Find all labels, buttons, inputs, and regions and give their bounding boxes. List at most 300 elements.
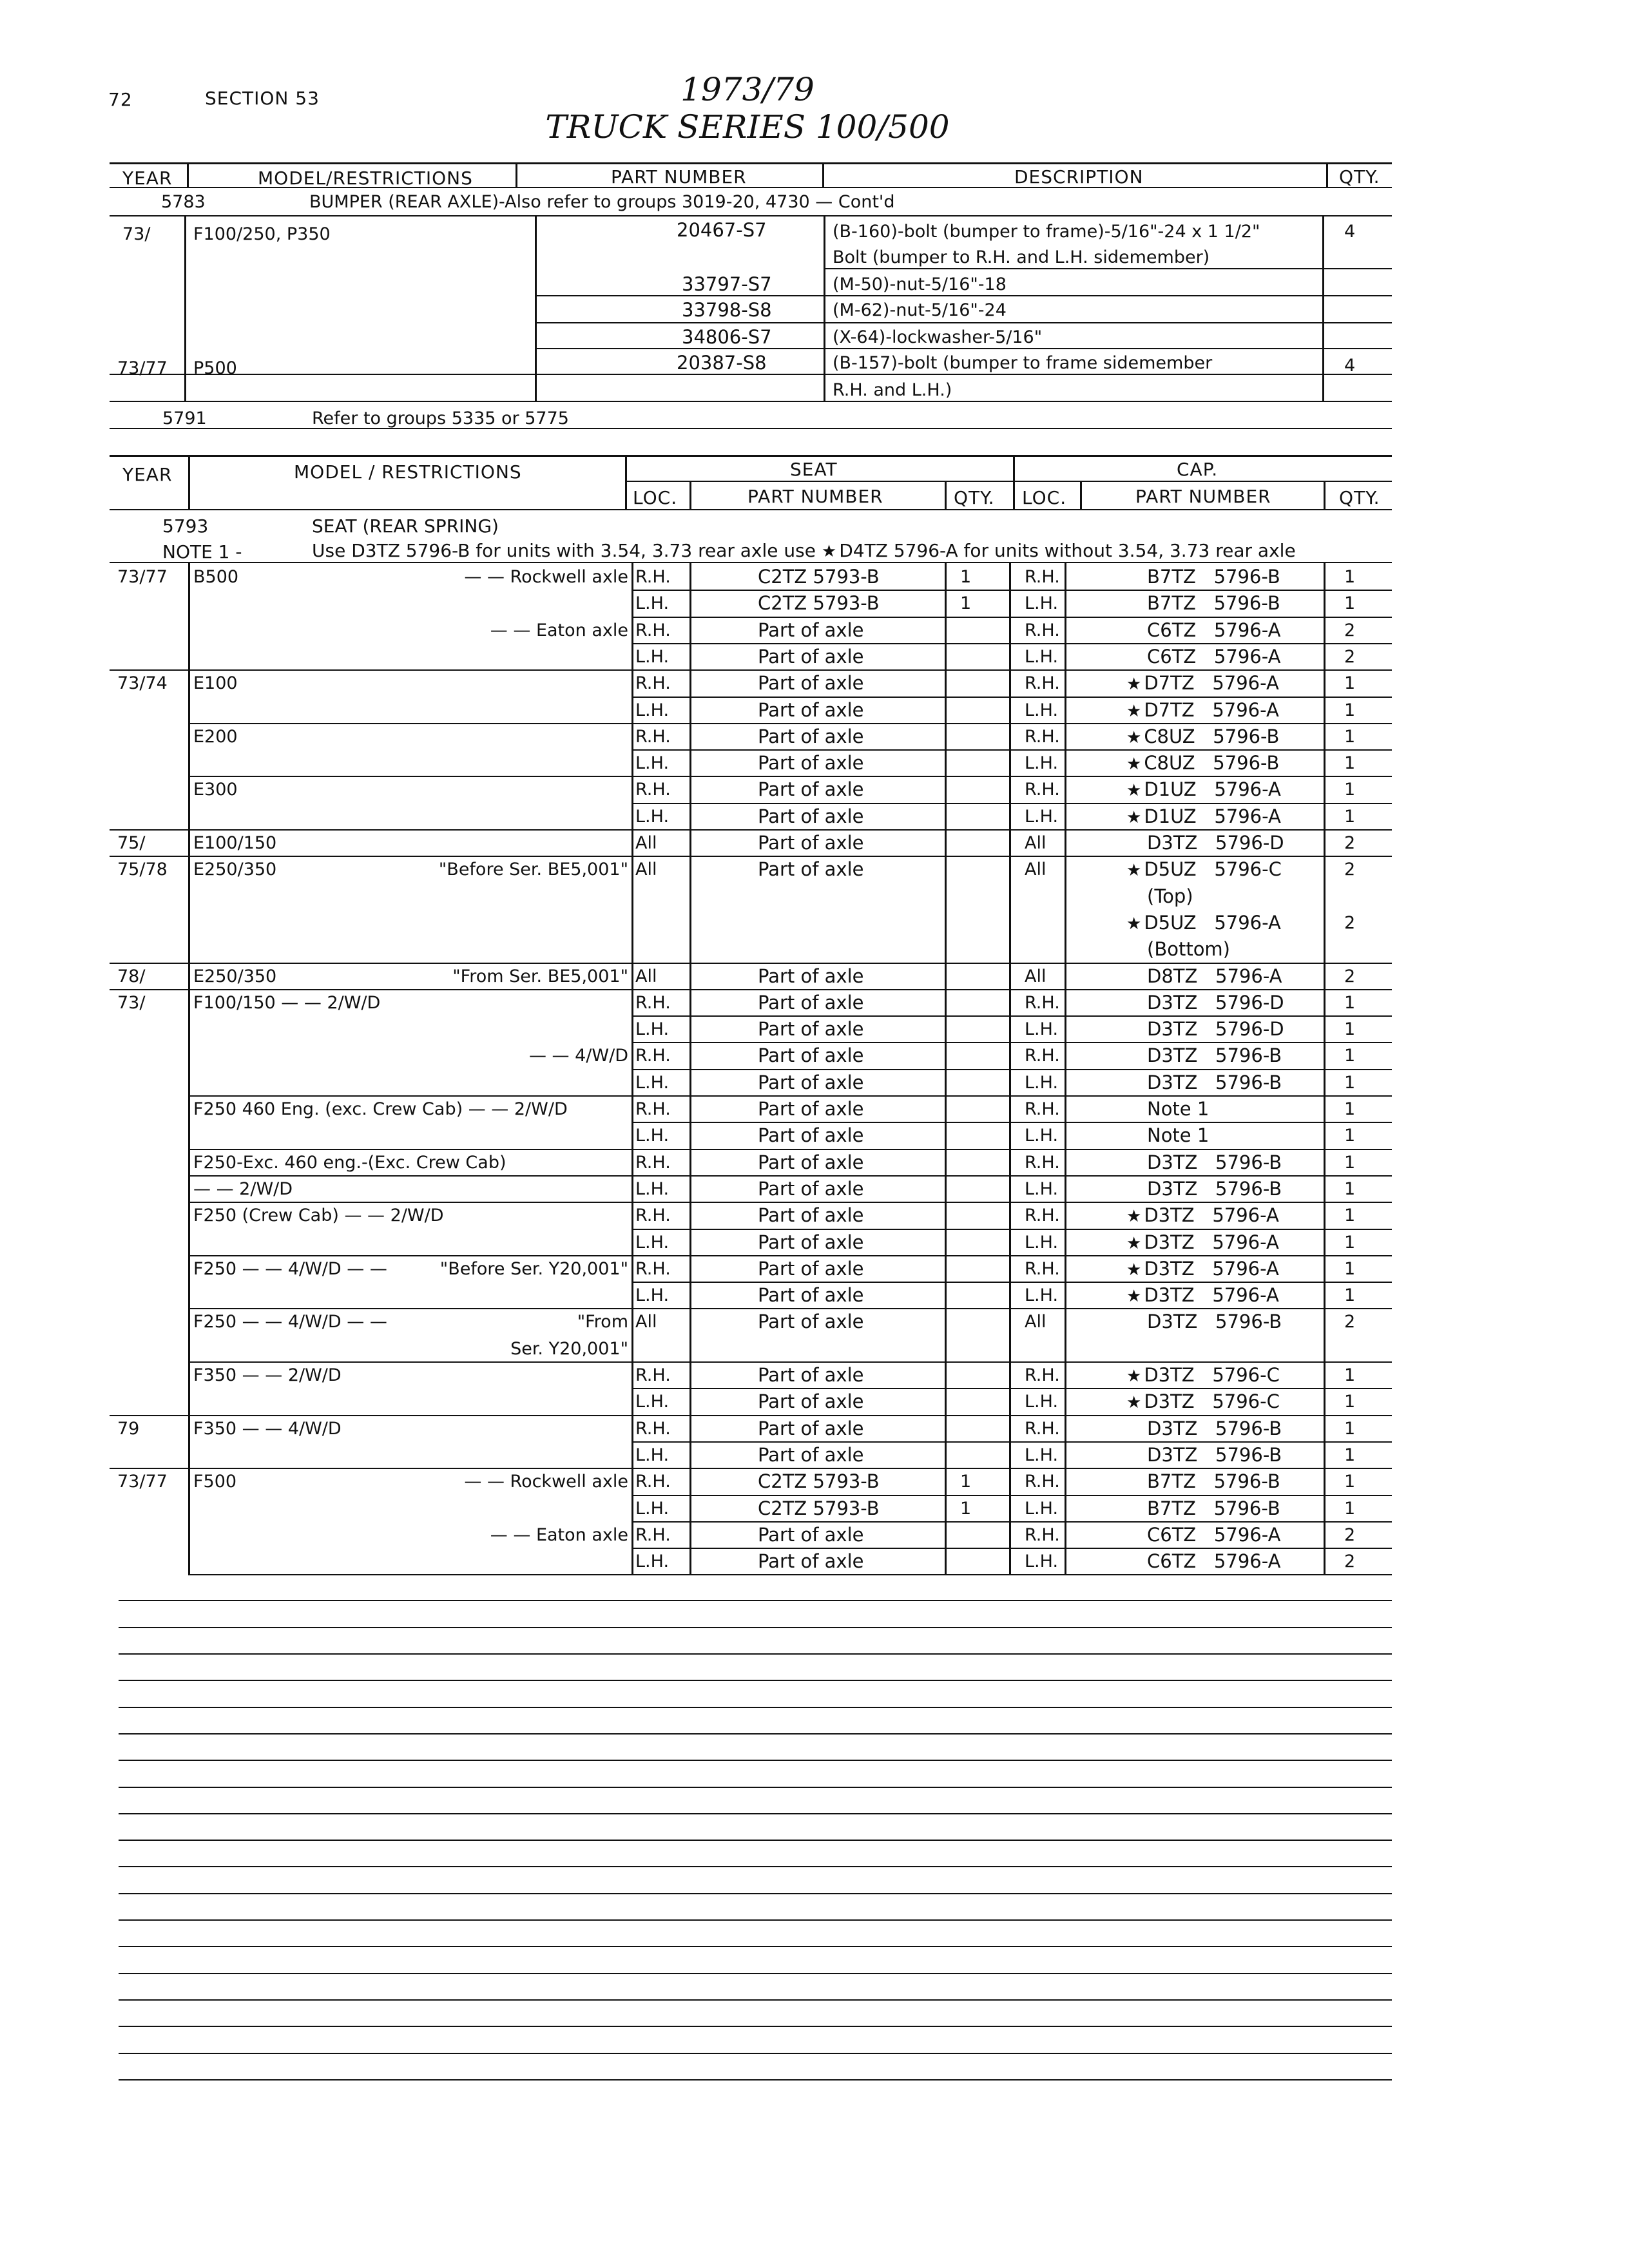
seat-part-number-cell: Part of axle [758, 1257, 864, 1280]
model-cell: E300 [193, 780, 238, 800]
seat-loc-cell: R.H. [635, 1046, 671, 1066]
cap-qty-cell: 2 [1344, 1524, 1356, 1545]
model-cell: F250 — — 4/W/D — — [193, 1312, 387, 1332]
cap-part-number-cell [1126, 805, 1281, 827]
cap-part-number-cell [1147, 965, 1282, 987]
star-icon: ★ [1126, 1367, 1142, 1386]
seat-part-number-cell: Part of axle [758, 1071, 864, 1093]
cap-loc-cell: R.H. [1025, 1099, 1060, 1119]
description-cell: (X-64)-lockwasher-5/16" [833, 327, 1043, 347]
col-qty: QTY. [1339, 166, 1380, 187]
cap-loc-cell: L.H. [1025, 1498, 1059, 1519]
note-text-a: Use D3TZ 5796-B for units with 3.54, 3.73 rear axle use [312, 540, 816, 561]
seat-part-number-cell: Part of axle [758, 1124, 864, 1147]
part-number-cell: 34806-S7 [682, 326, 772, 348]
description-cell: (M-62)-nut-5/16"-24 [833, 300, 1007, 320]
seat-part-number-cell: Part of axle [758, 619, 864, 641]
cap-part-number-cell [1147, 1178, 1282, 1200]
cap-part-number-cell [1126, 1284, 1279, 1306]
seat-part-number-cell: Part of axle [758, 991, 864, 1014]
seat-part-number-cell: Part of axle [758, 965, 864, 987]
cap-part-text: D3TZ 5796-B [1147, 1151, 1282, 1173]
model-cell: — — 2/W/D [193, 1178, 293, 1199]
cap-part-number-cell [1147, 1044, 1282, 1066]
cap-loc-cell: L.H. [1025, 1126, 1059, 1146]
model-cell: B500 [193, 567, 239, 587]
cap-part-number-cell [1147, 1311, 1282, 1332]
seat-loc-cell: R.H. [635, 780, 671, 800]
col-seat-part: PART NUMBER [747, 486, 883, 507]
seat-qty-cell: 1 [960, 1498, 972, 1519]
year-cell: 73/77 [117, 567, 168, 587]
cap-loc-cell: R.H. [1025, 1365, 1060, 1385]
cap-qty-cell: 2 [1344, 833, 1356, 853]
model-cell: F250-Exc. 460 eng.-(Exc. Crew Cab) [193, 1152, 506, 1173]
cap-part-text: D8TZ 5796-A [1147, 965, 1282, 987]
model-cell: F350 — — 4/W/D [193, 1418, 342, 1439]
cap-qty-cell: 1 [1344, 673, 1356, 694]
cap-part-number-cell [1126, 1204, 1279, 1226]
cap-qty-cell: 1 [1344, 753, 1356, 774]
cap-qty-cell: 1 [1344, 1206, 1356, 1226]
col-cap-loc: LOC. [1022, 487, 1067, 508]
cap-part-number-cell [1147, 1497, 1280, 1519]
seat-loc-cell: R.H. [635, 1524, 671, 1545]
star-icon: ★ [1126, 1260, 1142, 1280]
seat-loc-cell: L.H. [635, 1498, 670, 1519]
seat-part-number-cell: C2TZ 5793-B [758, 1470, 880, 1493]
group-title: SEAT (REAR SPRING) [312, 515, 499, 537]
page-title-line2: TRUCK SERIES 100/500 [545, 108, 950, 146]
model-cell: F350 — — 2/W/D [193, 1365, 342, 1385]
cap-loc-cell: L.H. [1025, 700, 1059, 720]
cap-qty-cell: 1 [1344, 700, 1356, 720]
description-cell: R.H. and L.H.) [833, 380, 952, 400]
seat-part-number-cell: Part of axle [758, 1284, 864, 1307]
seat-loc-cell: R.H. [635, 992, 671, 1013]
cap-part-number-cell [1147, 1444, 1282, 1466]
seat-loc-cell: R.H. [635, 1418, 671, 1439]
cap-qty-cell: 1 [1344, 1285, 1356, 1306]
col-cap-qty: QTY. [1339, 487, 1380, 508]
cap-qty-cell: 1 [1344, 1365, 1356, 1385]
part-number-cell: 33797-S7 [682, 273, 772, 295]
star-icon: ★ [1126, 754, 1142, 774]
col-seat-loc: LOC. [633, 487, 678, 508]
seat-part-number-cell: Part of axle [758, 645, 864, 668]
cap-qty-cell: 1 [1344, 1126, 1356, 1146]
cap-part-number-cell [1147, 1018, 1284, 1040]
seat-part-number-cell: Part of axle [758, 1364, 864, 1386]
cap-loc-cell: R.H. [1025, 1206, 1060, 1226]
seat-part-number-cell: Part of axle [758, 1523, 864, 1546]
cap-part-text: (Top) [1147, 885, 1193, 907]
cap-part-number-cell [1147, 885, 1193, 907]
year-cell: 78/ [117, 966, 146, 986]
seat-part-number-cell: Part of axle [758, 1204, 864, 1227]
cap-part-text: D3TZ 5796-D [1147, 1018, 1284, 1041]
description-cell: (B-160)-bolt (bumper to frame)-5/16"-24 x 1 1/2" [833, 222, 1260, 242]
model-cell: E100 [193, 673, 238, 694]
cap-part-number-cell [1126, 1231, 1279, 1253]
seat-loc-cell: L.H. [635, 1126, 670, 1146]
group-code: 5793 [162, 515, 209, 537]
seat-loc-cell: L.H. [635, 1445, 670, 1465]
cap-loc-cell: R.H. [1025, 1418, 1060, 1439]
seat-loc-cell: L.H. [635, 646, 670, 667]
cap-part-number-cell [1147, 1470, 1280, 1492]
model-cell: E250/350 [193, 966, 277, 986]
star-icon: ★ [1126, 861, 1142, 881]
year-cell: 75/78 [117, 860, 168, 880]
cap-qty-cell: 2 [1344, 1552, 1356, 1572]
cap-part-text: D3TZ 5796-A [1144, 1204, 1279, 1227]
cap-part-text: D3TZ 5796-C [1144, 1364, 1280, 1386]
seat-loc-cell: All [635, 1312, 657, 1332]
seat-loc-cell: L.H. [635, 1285, 670, 1306]
cap-part-text: D3TZ 5796-D [1147, 832, 1284, 854]
cap-loc-cell: L.H. [1025, 1552, 1059, 1572]
cap-loc-cell: R.H. [1025, 673, 1060, 694]
cap-part-number-cell [1147, 1550, 1280, 1572]
cap-qty-cell: 1 [1344, 1046, 1356, 1066]
cap-part-text: D7TZ 5796-A [1144, 698, 1279, 721]
cap-loc-cell: L.H. [1025, 1392, 1059, 1412]
restriction-cell: — — Eaton axle [490, 1524, 628, 1545]
cap-part-text: D3TZ 5796-B [1147, 1071, 1282, 1093]
col-cap: CAP. [1177, 459, 1219, 480]
cap-part-text: D3TZ 5796-B [1147, 1177, 1282, 1200]
cap-part-number-cell [1126, 1258, 1279, 1280]
cap-loc-cell: L.H. [1025, 1445, 1059, 1465]
seat-part-number-cell: C2TZ 5793-B [758, 566, 880, 588]
seat-part-number-cell: Part of axle [758, 752, 864, 774]
cap-loc-cell: R.H. [1025, 1472, 1060, 1492]
cap-part-number-cell [1147, 992, 1284, 1014]
seat-loc-cell: R.H. [635, 1206, 671, 1226]
cap-loc-cell: R.H. [1025, 1152, 1060, 1173]
seat-loc-cell: L.H. [635, 1552, 670, 1572]
star-icon: ★ [1126, 1393, 1142, 1413]
cap-qty-cell: 2 [1344, 620, 1356, 640]
col-model: MODEL/RESTRICTIONS [258, 168, 473, 189]
cap-part-number-cell [1126, 752, 1279, 774]
cap-part-number-cell [1147, 592, 1280, 614]
note-text-b: D4TZ 5796-A for units without 3.54, 3.73 rear axle [839, 540, 1296, 561]
cap-qty-cell: 1 [1344, 1498, 1356, 1519]
cap-qty-cell: 1 [1344, 1152, 1356, 1173]
cap-qty-cell: 2 [1344, 646, 1356, 667]
group-code: 5791 [162, 408, 207, 428]
col-seat-qty: QTY. [954, 487, 995, 508]
cap-part-text: C6TZ 5796-A [1147, 645, 1281, 668]
year-cell: 73/ [122, 224, 151, 244]
cap-loc-cell: R.H. [1025, 780, 1060, 800]
cap-part-text: D5UZ 5796-C [1144, 858, 1282, 881]
cap-loc-cell: L.H. [1025, 806, 1059, 827]
cap-part-text: D3TZ 5796-A [1144, 1257, 1279, 1280]
cap-loc-cell: R.H. [1025, 1046, 1060, 1066]
note-text [312, 540, 1296, 561]
seat-part-number-cell: Part of axle [758, 1417, 864, 1439]
seat-loc-cell: R.H. [635, 726, 671, 747]
year-cell: 73/74 [117, 673, 168, 694]
section-label: SECTION 53 [205, 88, 320, 109]
cap-part-number-cell [1126, 672, 1279, 694]
year-cell: 75/ [117, 833, 146, 853]
seat-loc-cell: R.H. [635, 1099, 671, 1119]
cap-part-number-cell [1147, 1524, 1280, 1546]
cap-loc-cell: L.H. [1025, 593, 1059, 614]
cap-part-number-cell [1147, 1151, 1282, 1173]
restriction-cell: — — Rockwell axle [464, 1472, 628, 1492]
model-cell: E100/150 [193, 833, 277, 853]
seat-part-number-cell: C2TZ 5793-B [758, 1497, 880, 1519]
seat-qty-cell: 1 [960, 1472, 972, 1492]
seat-loc-cell: L.H. [635, 1072, 670, 1093]
restriction-cell: — — Rockwell axle [464, 567, 628, 587]
star-icon: ★ [1126, 701, 1142, 721]
cap-loc-cell: All [1025, 966, 1046, 986]
cap-part-number-cell [1126, 726, 1279, 747]
cap-qty-cell: 2 [1344, 912, 1356, 933]
seat-part-number-cell: Part of axle [758, 778, 864, 801]
group-title: Refer to groups 5335 or 5775 [312, 408, 569, 428]
cap-part-text: D1UZ 5796-A [1144, 778, 1281, 801]
cap-part-text: D3TZ 5796-A [1144, 1231, 1279, 1253]
cap-part-text: B7TZ 5796-B [1147, 566, 1280, 588]
cap-part-number-cell [1126, 1364, 1280, 1386]
seat-loc-cell: All [635, 833, 657, 853]
cap-part-text: C6TZ 5796-A [1147, 1523, 1281, 1546]
cap-loc-cell: All [1025, 860, 1046, 880]
cap-part-text: D3TZ 5796-D [1147, 991, 1284, 1014]
seat-loc-cell: All [635, 860, 657, 880]
page-title-line1: 1973/79 [680, 71, 815, 108]
cap-part-text: D7TZ 5796-A [1144, 672, 1279, 695]
cap-part-number-cell [1126, 699, 1279, 721]
model-cell: F100/250, P350 [193, 224, 331, 244]
cap-qty-cell: 1 [1344, 726, 1356, 747]
qty-cell: 4 [1344, 356, 1356, 376]
cap-part-number-cell [1147, 619, 1280, 641]
model-cell: F100/150 — — 2/W/D [193, 992, 381, 1013]
cap-loc-cell: All [1025, 833, 1046, 853]
cap-qty-cell: 2 [1344, 1312, 1356, 1332]
model-cell: E250/350 [193, 860, 277, 880]
cap-qty-cell: 1 [1344, 992, 1356, 1013]
cap-loc-cell: R.H. [1025, 1258, 1060, 1279]
seat-part-number-cell: Part of axle [758, 1177, 864, 1200]
description-cell: (M-50)-nut-5/16"-18 [833, 274, 1007, 294]
cap-qty-cell: 1 [1344, 1258, 1356, 1279]
part-number-cell: 33798-S8 [682, 299, 772, 321]
seat-loc-cell: R.H. [635, 673, 671, 694]
page-number: 72 [108, 89, 133, 110]
cap-part-text: C6TZ 5796-A [1147, 619, 1281, 641]
seat-part-number-cell: C2TZ 5793-B [758, 592, 880, 615]
year-cell: 73/77 [117, 1472, 168, 1492]
seat-loc-cell: R.H. [635, 1365, 671, 1385]
seat-loc-cell: L.H. [635, 806, 670, 827]
cap-part-number-cell [1147, 1418, 1282, 1439]
cap-loc-cell: L.H. [1025, 1285, 1059, 1306]
year-cell: 73/ [117, 992, 146, 1013]
seat-loc-cell: L.H. [635, 593, 670, 614]
cap-part-number-cell [1126, 1390, 1280, 1412]
seat-loc-cell: L.H. [635, 1232, 670, 1253]
seat-loc-cell: L.H. [635, 1392, 670, 1412]
model-cell: F250 (Crew Cab) — — 2/W/D [193, 1206, 444, 1226]
cap-qty-cell: 1 [1344, 1392, 1356, 1412]
cap-part-text: C8UZ 5796-B [1144, 752, 1280, 774]
cap-part-number-cell [1126, 912, 1281, 934]
cap-loc-cell: L.H. [1025, 1178, 1059, 1199]
cap-loc-cell: L.H. [1025, 1232, 1059, 1253]
seat-part-number-cell: Part of axle [758, 1390, 864, 1413]
cap-part-number-cell [1147, 832, 1284, 854]
year-cell: 79 [117, 1418, 140, 1439]
seat-part-number-cell: Part of axle [758, 698, 864, 721]
cap-qty-cell: 1 [1344, 1099, 1356, 1119]
cap-part-number-cell [1147, 938, 1230, 960]
cap-loc-cell: L.H. [1025, 753, 1059, 774]
cap-qty-cell: 2 [1344, 966, 1356, 986]
star-icon: ★ [1126, 1233, 1142, 1253]
col-model: MODEL / RESTRICTIONS [294, 461, 522, 483]
note-label: NOTE 1 - [162, 541, 242, 562]
cap-loc-cell: R.H. [1025, 620, 1060, 640]
cap-part-text: Note 1 [1147, 1098, 1210, 1120]
restriction-cell: "Before Ser. Y20,001" [439, 1258, 628, 1279]
cap-part-text: C6TZ 5796-A [1147, 1550, 1281, 1573]
seat-part-number-cell: Part of axle [758, 1311, 864, 1333]
restriction-cell: Ser. Y20,001" [510, 1338, 628, 1359]
seat-qty-cell: 1 [960, 593, 972, 614]
model-cell: F250 460 Eng. (exc. Crew Cab) — — 2/W/D [193, 1099, 568, 1119]
col-part-number: PART NUMBER [611, 166, 747, 187]
cap-part-number-cell [1147, 646, 1280, 668]
cap-part-text: D3TZ 5796-B [1147, 1044, 1282, 1067]
cap-part-text: D3TZ 5796-B [1147, 1311, 1282, 1333]
cap-loc-cell: L.H. [1025, 1019, 1059, 1040]
cap-qty-cell: 1 [1344, 567, 1356, 587]
cap-loc-cell: All [1025, 1312, 1046, 1332]
seat-part-number-cell: Part of axle [758, 1231, 864, 1253]
star-icon: ★ [1126, 914, 1142, 934]
star-icon: ★ [1126, 727, 1142, 747]
star-icon: ★ [1126, 1287, 1142, 1307]
cap-qty-cell: 1 [1344, 806, 1356, 827]
cap-part-text: D3TZ 5796-B [1147, 1443, 1282, 1466]
cap-part-number-cell [1147, 566, 1280, 588]
seat-part-number-cell: Part of axle [758, 1550, 864, 1573]
year-cell: 73/77 [117, 358, 168, 378]
seat-loc-cell: R.H. [635, 1258, 671, 1279]
cap-loc-cell: R.H. [1025, 567, 1060, 587]
seat-part-number-cell: Part of axle [758, 1044, 864, 1067]
cap-part-text: D1UZ 5796-A [1144, 805, 1281, 827]
cap-part-number-cell [1147, 1124, 1209, 1146]
seat-part-number-cell: Part of axle [758, 805, 864, 827]
model-cell: F500 [193, 1472, 237, 1492]
cap-loc-cell: R.H. [1025, 726, 1060, 747]
col-year: YEAR [122, 464, 173, 485]
cap-part-number-cell [1126, 778, 1281, 800]
cap-qty-cell: 1 [1344, 1178, 1356, 1199]
seat-part-number-cell: Part of axle [758, 1443, 864, 1466]
cap-part-text: B7TZ 5796-B [1147, 1497, 1280, 1519]
restriction-cell: — — 4/W/D [528, 1046, 628, 1066]
restriction-cell: "From Ser. BE5,001" [452, 966, 628, 986]
cap-part-text: D3TZ 5796-A [1144, 1284, 1279, 1307]
cap-loc-cell: R.H. [1025, 992, 1060, 1013]
model-cell: F250 — — 4/W/D — — [193, 1258, 387, 1279]
seat-part-number-cell: Part of axle [758, 1018, 864, 1041]
cap-qty-cell: 1 [1344, 1445, 1356, 1465]
cap-part-text: B7TZ 5796-B [1147, 592, 1280, 615]
seat-loc-cell: L.H. [635, 753, 670, 774]
restriction-cell: "Before Ser. BE5,001" [438, 860, 628, 880]
seat-part-number-cell: Part of axle [758, 725, 864, 747]
col-seat: SEAT [790, 459, 838, 480]
seat-part-number-cell: Part of axle [758, 672, 864, 695]
cap-loc-cell: L.H. [1025, 646, 1059, 667]
model-cell: P500 [193, 358, 237, 378]
restriction-cell: — — Eaton axle [490, 620, 628, 640]
restriction-cell: "From [577, 1312, 628, 1332]
cap-part-text: D5UZ 5796-A [1144, 911, 1281, 934]
cap-qty-cell: 1 [1344, 1019, 1356, 1040]
cap-qty-cell: 1 [1344, 1418, 1356, 1439]
cap-part-number-cell [1147, 1072, 1282, 1093]
cap-part-text: D3TZ 5796-C [1144, 1390, 1280, 1413]
cap-qty-cell: 1 [1344, 1072, 1356, 1093]
description-cell: (B-157)-bolt (bumper to frame sidemember [833, 353, 1213, 373]
part-number-cell: 20387-S8 [677, 352, 767, 374]
seat-loc-cell: R.H. [635, 1152, 671, 1173]
cap-loc-cell: L.H. [1025, 1072, 1059, 1093]
seat-loc-cell: R.H. [635, 620, 671, 640]
star-icon: ★ [821, 542, 837, 561]
star-icon: ★ [1126, 1207, 1142, 1227]
group-title: BUMPER (REAR AXLE)-Also refer to groups 3019-20, 4730 — Cont'd [309, 192, 895, 212]
cap-part-text: C8UZ 5796-B [1144, 725, 1280, 747]
cap-part-text: D3TZ 5796-B [1147, 1417, 1282, 1439]
seat-part-number-cell: Part of axle [758, 1098, 864, 1120]
seat-loc-cell: All [635, 966, 657, 986]
cap-part-number-cell [1126, 858, 1282, 880]
qty-cell: 4 [1344, 222, 1356, 242]
cap-part-text: (Bottom) [1147, 938, 1230, 961]
cap-part-number-cell [1147, 1098, 1209, 1120]
seat-loc-cell: L.H. [635, 700, 670, 720]
star-icon: ★ [1126, 675, 1142, 695]
star-icon: ★ [1126, 781, 1142, 801]
seat-part-number-cell: Part of axle [758, 1151, 864, 1173]
part-number-cell: 20467-S7 [677, 219, 767, 241]
cap-qty-cell: 1 [1344, 1472, 1356, 1492]
model-cell: E200 [193, 726, 238, 747]
star-icon: ★ [1126, 807, 1142, 827]
cap-qty-cell: 1 [1344, 593, 1356, 614]
col-cap-part: PART NUMBER [1135, 486, 1271, 507]
cap-qty-cell: 1 [1344, 780, 1356, 800]
seat-loc-cell: R.H. [635, 1472, 671, 1492]
cap-loc-cell: R.H. [1025, 1524, 1060, 1545]
group-code: 5783 [161, 192, 206, 212]
cap-qty-cell: 2 [1344, 860, 1356, 880]
